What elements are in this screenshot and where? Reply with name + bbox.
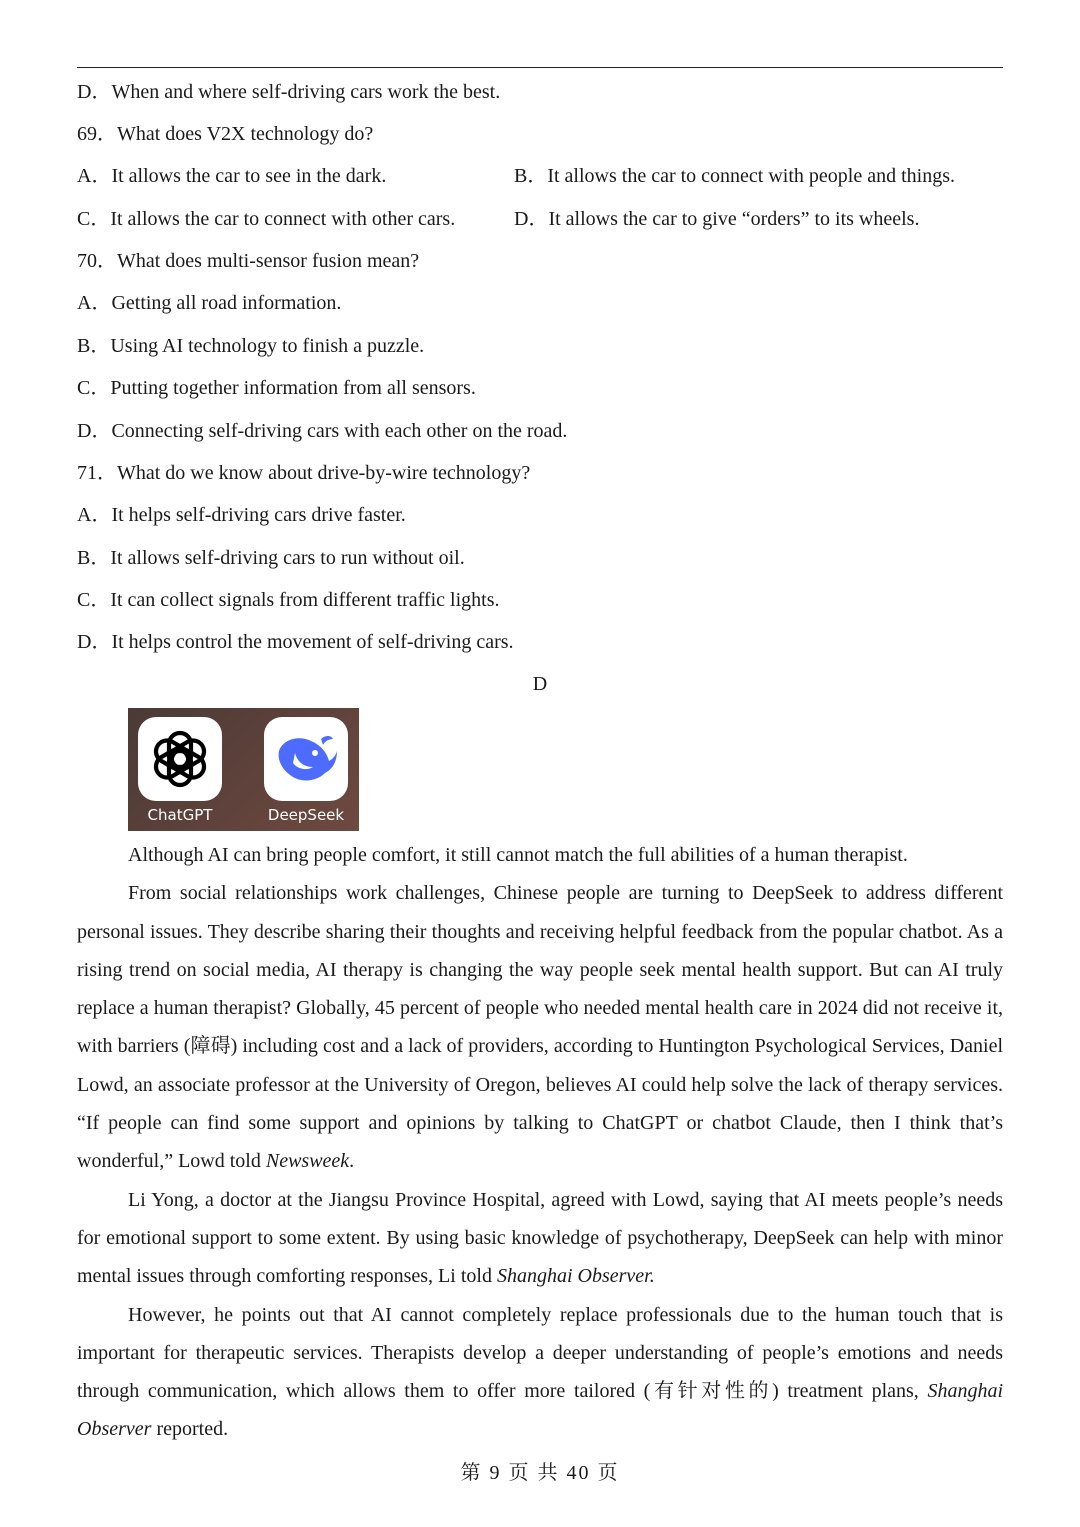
app-icons-image: [128, 708, 359, 831]
header-rule: [77, 67, 1003, 68]
deepseek-whale-icon: [264, 717, 348, 801]
q70-option-c: C．Putting together information from all sensors.: [77, 377, 476, 399]
chatgpt-logo-icon: [138, 717, 222, 801]
page-footer: 第 9 页 共 40 页: [460, 1462, 620, 1484]
q70-option-a: A．Getting all road information.: [77, 292, 342, 314]
q71-stem: 71．What do we know about drive-by-wire technology?: [77, 462, 531, 484]
q69-option-b: B．It allows the car to connect with people and things.: [514, 165, 956, 187]
source-shanghai-observer-2: Shanghai Observer: [77, 1380, 1004, 1441]
source-newsweek: Newsweek: [265, 1150, 350, 1173]
passage-paragraph-3: Li Yong, a doctor at the Jiangsu Province Hospital, agreed with Lowd, saying that AI meets people’s needs for emotional support to some extent. By using basic knowledge of psychotherapy, DeepSeek can help with minor mental issues through comforting responses, Li told Shanghai Observer.: [77, 1188, 1003, 1288]
q71-option-c: C．It can collect signals from different traffic lights.: [77, 589, 500, 611]
q70-option-b: B．Using AI technology to finish a puzzle.: [77, 335, 425, 357]
section-letter: D: [532, 673, 548, 695]
passage-paragraph-4: However, he points out that AI cannot completely replace professionals due to the human touch that is important for therapeutic services. Therapists develop a deeper understanding of people’s emotions and needs through communication, which allows them to offer more tailored (有针对性的) treatment plans, Shanghai Observer reported.: [77, 1303, 1004, 1441]
q69-option-c: C．It allows the car to connect with other cars.: [77, 208, 456, 230]
q71-option-b: B．It allows self-driving cars to run without oil.: [77, 547, 465, 569]
q69-stem: 69．What does V2X technology do?: [77, 123, 374, 145]
chatgpt-app: [138, 717, 222, 824]
deepseek-app: [264, 717, 348, 824]
q69-option-d: D．It allows the car to give “orders” to its wheels.: [514, 208, 920, 230]
q71-option-a: A．It helps self-driving cars drive faster.: [77, 504, 406, 526]
q68-option-d: D．When and where self-driving cars work the best.: [77, 81, 501, 103]
source-shanghai-observer: Shanghai Observer.: [496, 1265, 655, 1288]
q69-option-a: A．It allows the car to see in the dark.: [77, 165, 387, 187]
passage-paragraph-1: Although AI can bring people comfort, it still cannot match the full abilities of a human therapist.: [128, 844, 908, 866]
q70-option-d: D．Connecting self-driving cars with each other on the road.: [77, 420, 568, 442]
passage: [77, 836, 1003, 1449]
q71-option-d: D．It helps control the movement of self-driving cars.: [77, 631, 514, 653]
passage-paragraph-2: From social relationships work challenges, Chinese people are turning to DeepSeek to address different personal issues. They describe sharing their thoughts and receiving helpful feedback from the popular chatbot. As a rising trend on social media, AI therapy is changing the way people seek mental health support. But can AI truly replace a human therapist? Globally, 45 percent of people who needed mental health care in 2024 did not receive it, with barriers (障碍) including cost and a lack of providers, according to Huntington Psychological Services, Daniel Lowd, an associate professor at the University of Oregon, believes AI could help solve the lack of therapy services. “If people can find some support and opinions by talking to ChatGPT or chatbot Claude, then I think that’s wonderful,” Lowd told Newsweek.: [77, 882, 1003, 1173]
chatgpt-label: ChatGPT: [147, 806, 213, 824]
deepseek-label: DeepSeek: [267, 806, 345, 824]
q70-stem: 70．What does multi-sensor fusion mean?: [77, 250, 420, 272]
